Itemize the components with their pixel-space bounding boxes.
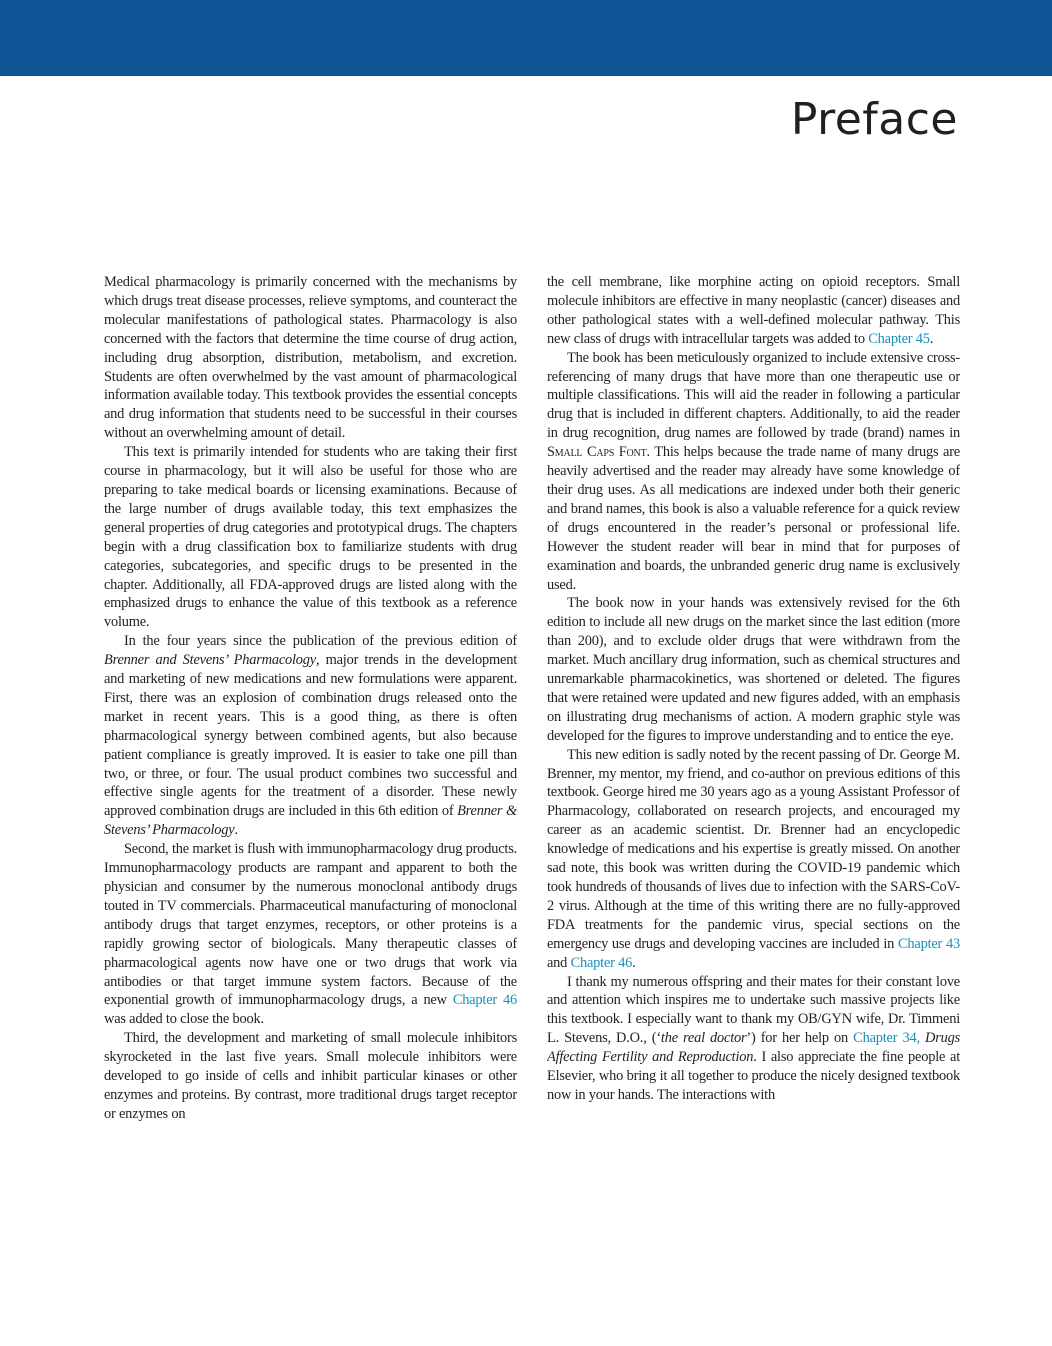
page-title: Preface [790, 94, 958, 145]
paragraph: This text is primarily intended for students who are taking their first course in pharmacology, but it will also be useful for those who are preparing to take medical boards or licensing examinations. Because of the large number of drugs available today, this text emphasizes the general properties of drug categories and prototypical drugs. The chapters begin with a drug classification box to familiarize students with drug categories, subcategories, and specific drugs to be presented in the chapter. Additionally, all FDA-approved drugs are listed along with the emphasized drugs to enhance the value of this textbook as a reference volume. [104, 444, 517, 631]
chapter-46-link[interactable]: Chapter 46 [452, 992, 517, 1009]
italic-text: the real doctor [660, 1030, 747, 1047]
paragraph: The book has been meticulously organized to include extensive cross-referencing of many drugs that have more than one therapeutic use or multiple classifications. This will aid the reader in following a particular drug that is included in different chapters. Additionally, to aid the reader in drug recognition, drug names are followed by trade (brand) names in Small Caps Font. This helps because the trade name of many drugs are heavily advertised and the reader may already have some knowledge of their drug uses. As all medications are indexed under both their generic and brand names, this book is also a valuable reference for a quick review of drugs encountered in the reader’s personal or professional life. However the student reader will bear in mind that for purposes of examination and boards, the unbranded generic drug name is exclusively used. [547, 349, 960, 593]
paragraph: This new edition is sadly noted by the recent passing of Dr. George M. Brenner, my mentor, my friend, and co-author on previous editions of this textbook. George hired me 30 years ago as a young Assistant Professor of Pharmacology, collaborated on research projects, and encouraged my career as an academic scientist. Dr. Brenner had an encyclopedic knowledge of medications and his expertise is greatly missed. On another sad note, this book was written during the COVID-19 pandemic which took hundreds of thousands of lives due to infection with the SARS-CoV-2 virus. Although at the time of this writing there are no fully-approved FDA treatments for the pandemic virus, special sections on the emergency use drugs and developing vaccines are included in Chapter 43 and Chapter 46. [547, 746, 960, 971]
chapter-45-link[interactable]: Chapter 45 [868, 330, 930, 347]
paragraph: In the four years since the publication of the previous edition of Brenner and Stevens’ Pharmacology, major trends in the development and marketing of new medications and new formulations were apparent. First, there was an explosion of combination drugs released onto the market in recent years. This is a good thing, as there is often pharmacological synergy between combined agents, but also because patient compliance is greatly improved. It is easier to take one pill than two, or three, or four. The usual product combines two successful and effective single agents for the treatment of a disorder. These newly approved combination drugs are included in this 6th edition of Brenner & Stevens’ Pharmacology. [104, 633, 517, 839]
paragraph: I thank my numerous offspring and their mates for their constant love and attention which inspires me to undertake such massive projects like this textbook. I especially want to thank my OB/GYN wife, Dr. Timmeni L. Stevens, D.O., (‘the real doctor’) for her help on Chapter 34, Drugs Affecting Fertility and Reproduction. I also appreciate the fine people at Elsevier, who bring it all together to produce the nicely designed textbook now in your hands. The interactions with [547, 973, 960, 1103]
book-title: Brenner & Stevens’ Pharmacology [104, 803, 517, 839]
small-caps-text: Small Caps Font [547, 444, 647, 461]
chapter-title: Drugs Affecting Fertility and Reproduction [547, 1030, 960, 1066]
paragraph: Third, the development and marketing of small molecule inhibitors skyrocketed in the last five years. Small molecule inhibitors were developed to go inside of cells and inhibit particular kinases or other enzymes and proteins. By contrast, more traditional drugs target receptor or enzymes on [104, 1030, 517, 1122]
paragraph: Second, the market is flush with immunopharmacology drug products. Immunopharmacology products are rampant and apparent to both the physician and consumer by the numerous monoclonal antibody drugs touted in TV commercials. Pharmaceutical manufacturing of monoclonal antibody drugs that target enzymes, receptors, or other proteins is a rapidly growing sector of biologicals. Many therapeutic classes of pharmacological agents now have one or two drugs that work via antibodies or that target immune system factors. Because of the exponential growth of immunopharmacology drugs, a new Chapter 46 was added to close the book. [104, 841, 517, 1028]
header-bar [0, 0, 1052, 76]
chapter-43-link[interactable]: Chapter 43 [898, 935, 960, 952]
paragraph: Medical pharmacology is primarily concerned with the mechanisms by which drugs treat disease processes, relieve symptoms, and counteract the molecular manifestations of pathological states. Pharmacology is also concerned with the factors that determine the time course of drug action, including drug absorption, distribution, metabolism, and excretion. Students are often overwhelmed by the vast amount of pharmacological information available today. This textbook provides the essential concepts and drug information that students need to be successful in their courses without an overwhelming amount of detail. [104, 274, 517, 442]
paragraph: the cell membrane, like morphine acting on opioid receptors. Small molecule inhibitors are effective in many neoplastic (cancer) diseases and other pathological states with a well-defined molecular pathway. This new class of drugs with intracellular targets was added to Chapter 45. [547, 274, 960, 347]
right-column [547, 273, 960, 1263]
chapter-46-link[interactable]: Chapter 46 [570, 954, 633, 971]
chapter-34-link[interactable]: Chapter 34, [853, 1030, 920, 1047]
book-title: Brenner and Stevens’ Pharmacology [104, 652, 316, 669]
paragraph: The book now in your hands was extensively revised for the 6th edition to include all new drugs on the market since the last edition (more than 200), and to exclude older drugs that were withdrawn from the market. Much ancillary drug information, such as chemical structures and unremarkable pharmacokinetics, was shortened or deleted. The figures that were retained were updated and new figures added, with an emphasis on illustrating drug mechanisms of action. A modern graphic style was developed for the figures to improve understanding and to entice the eye. [547, 595, 960, 744]
left-column [104, 273, 517, 1263]
